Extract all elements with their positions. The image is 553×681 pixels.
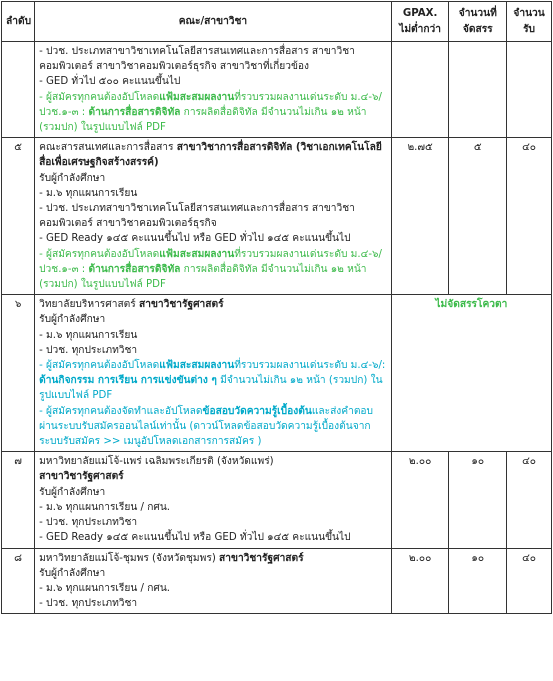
cell-no: ๘ [2,548,35,614]
header-faculty: คณะ/สาขาวิชา [35,2,392,42]
portfolio-note: - ผู้สมัครทุกคนต้องอัปโหลดแฟ้มสะสมผลงานที่รวบรวมผลงานเด่นระดับ ม.๔-๖/ปวช.๑-๓ : ด้านการสื่อสารดิจิทัล การผลิตสื่อดิจิทัล มีจำนวนไม่เกิน ๑๒ หน้า (รวมปก) ในรูปแบบไฟล์ PDF [39,91,382,134]
cell-faculty [35,452,392,548]
requirement-line: - ปวช. ประเภทสาขาวิชาเทคโนโลยีสารสนเทศและการสื่อสาร สาขาวิชาคอมพิวเตอร์ สาขาวิชาคอมพิวเตอร์ธุรกิจ สาขาวิชาที่เกี่ยวข้อง [39,46,355,73]
header-received: จำนวนรับ [507,2,552,42]
requirement-line: - ปวช. ทุกประเภทวิชา [39,598,138,610]
requirement-line: - ปวช. ทุกประเภทวิชา [39,517,138,529]
admission-table [1,1,552,614]
header-allocated: จำนวนที่จัดสรร [449,2,507,42]
program-title: วิทยาลัยบริหารศาสตร์ สาขาวิชารัฐศาสตร์ [39,299,224,311]
program-title: มหาวิทยาลัยแม่โจ้-ชุมพร (จังหวัดชุมพร) สาขาวิชารัฐศาสตร์ [39,552,304,564]
cell-received: ๔๐ [507,138,552,295]
header-row [2,2,552,42]
cell-faculty [35,42,392,138]
requirement-line: - ปวช. ประเภทสาขาวิชาเทคโนโลยีสารสนเทศและการสื่อสาร สาขาวิชาคอมพิวเตอร์ สาขาวิชาคอมพิวเตอร์ธุรกิจ [39,203,355,230]
table-row [2,138,552,295]
requirement-line: - ม.๖ ทุกแผนการเรียน [39,187,138,199]
cell-no: ๖ [2,295,35,452]
exam-note: - ผู้สมัครทุกคนต้องจัดทำและอัปโหลดข้อสอบวัดความรู้เบื้องต้นและส่งคำตอบผ่านระบบรับสมัครออนไลน์เท่านั้น (ดาวน์โหลดข้อสอบวัดความรู้เบื้องต้นจากระบบรับสมัคร >> เมนูอัปโหลดเอกสารการสมัคร ) [39,405,374,448]
campus-name: มหาวิทยาลัยแม่โจ้-แพร่ เฉลิมพระเกียรติ (จังหวัดแพร่) [39,456,274,468]
cell-no [2,42,35,138]
header-gpax: GPAX. ไม่ต่ำกว่า [391,2,449,42]
cell-gpax [391,42,449,138]
program-title: สาขาวิชารัฐศาสตร์ [39,471,124,483]
cell-no: ๕ [2,138,35,295]
cell-gpax: ๒.๐๐ [391,452,449,548]
requirement-line: รับผู้กำลังศึกษา [39,314,106,326]
cell-no: ๗ [2,452,35,548]
cell-faculty [35,295,392,452]
cell-faculty [35,138,392,295]
cell-faculty [35,548,392,614]
no-quota-note: ไม่จัดสรรโควตา [391,295,551,452]
requirement-line: - ปวช. ทุกประเภทวิชา [39,344,138,356]
table-row [2,42,552,138]
cell-allocated: ๑๐ [449,452,507,548]
cell-received: ๔๐ [507,548,552,614]
portfolio-note: - ผู้สมัครทุกคนต้องอัปโหลดแฟ้มสะสมผลงานที่รวบรวมผลงานเด่นระดับ ม.๔-๖/ปวช.๑-๓ : ด้านการสื่อสารดิจิทัล การผลิตสื่อดิจิทัล มีจำนวนไม่เกิน ๑๒ หน้า (รวมปก) ในรูปแบบไฟล์ PDF [39,248,382,291]
requirement-line: - ม.๖ ทุกแผนการเรียน [39,329,138,341]
requirement-line: - GED Ready ๑๔๕ คะแนนขึ้นไป หรือ GED ทั่วไป ๑๔๕ คะแนนขึ้นไป [39,532,351,544]
table-row [2,295,552,452]
cell-gpax: ๒.๗๕ [391,138,449,295]
cell-allocated: ๑๐ [449,548,507,614]
header-no: ลำดับ [2,2,35,42]
cell-received [507,42,552,138]
requirement-line: รับผู้กำลังศึกษา [39,567,106,579]
portfolio-note: - ผู้สมัครทุกคนต้องอัปโหลดแฟ้มสะสมผลงานที่รวบรวมผลงานเด่นระดับ ม.๔-๖/: ด้านกิจกรรม การเรียน การแข่งขันต่าง ๆ มีจำนวนไม่เกิน ๑๒ หน้า (รวมปก) ในรูปแบบไฟล์ PDF [39,360,386,402]
requirement-line: - ม.๖ ทุกแผนการเรียน / กศน. [39,501,171,513]
cell-allocated: ๕ [449,138,507,295]
cell-allocated [449,42,507,138]
requirement-line: รับผู้กำลังศึกษา [39,486,106,498]
requirement-line: - ม.๖ ทุกแผนการเรียน / กศน. [39,582,171,594]
requirement-line: รับผู้กำลังศึกษา [39,172,106,184]
program-title: คณะสารสนเทศและการสื่อสาร สาขาวิชาการสื่อสารดิจิทัล (วิชาเอกเทคโนโลยีสื่อเพื่อเศรษฐกิจสร้างสรรค์) [39,142,382,169]
table-row [2,548,552,614]
requirement-line: - GED Ready ๑๔๕ คะแนนขึ้นไป หรือ GED ทั่วไป ๑๔๕ คะแนนขึ้นไป [39,233,351,245]
cell-gpax: ๒.๐๐ [391,548,449,614]
requirement-line: - GED ทั่วไป ๕๐๐ คะแนนขึ้นไป [39,76,181,88]
table-row [2,452,552,548]
cell-received: ๔๐ [507,452,552,548]
